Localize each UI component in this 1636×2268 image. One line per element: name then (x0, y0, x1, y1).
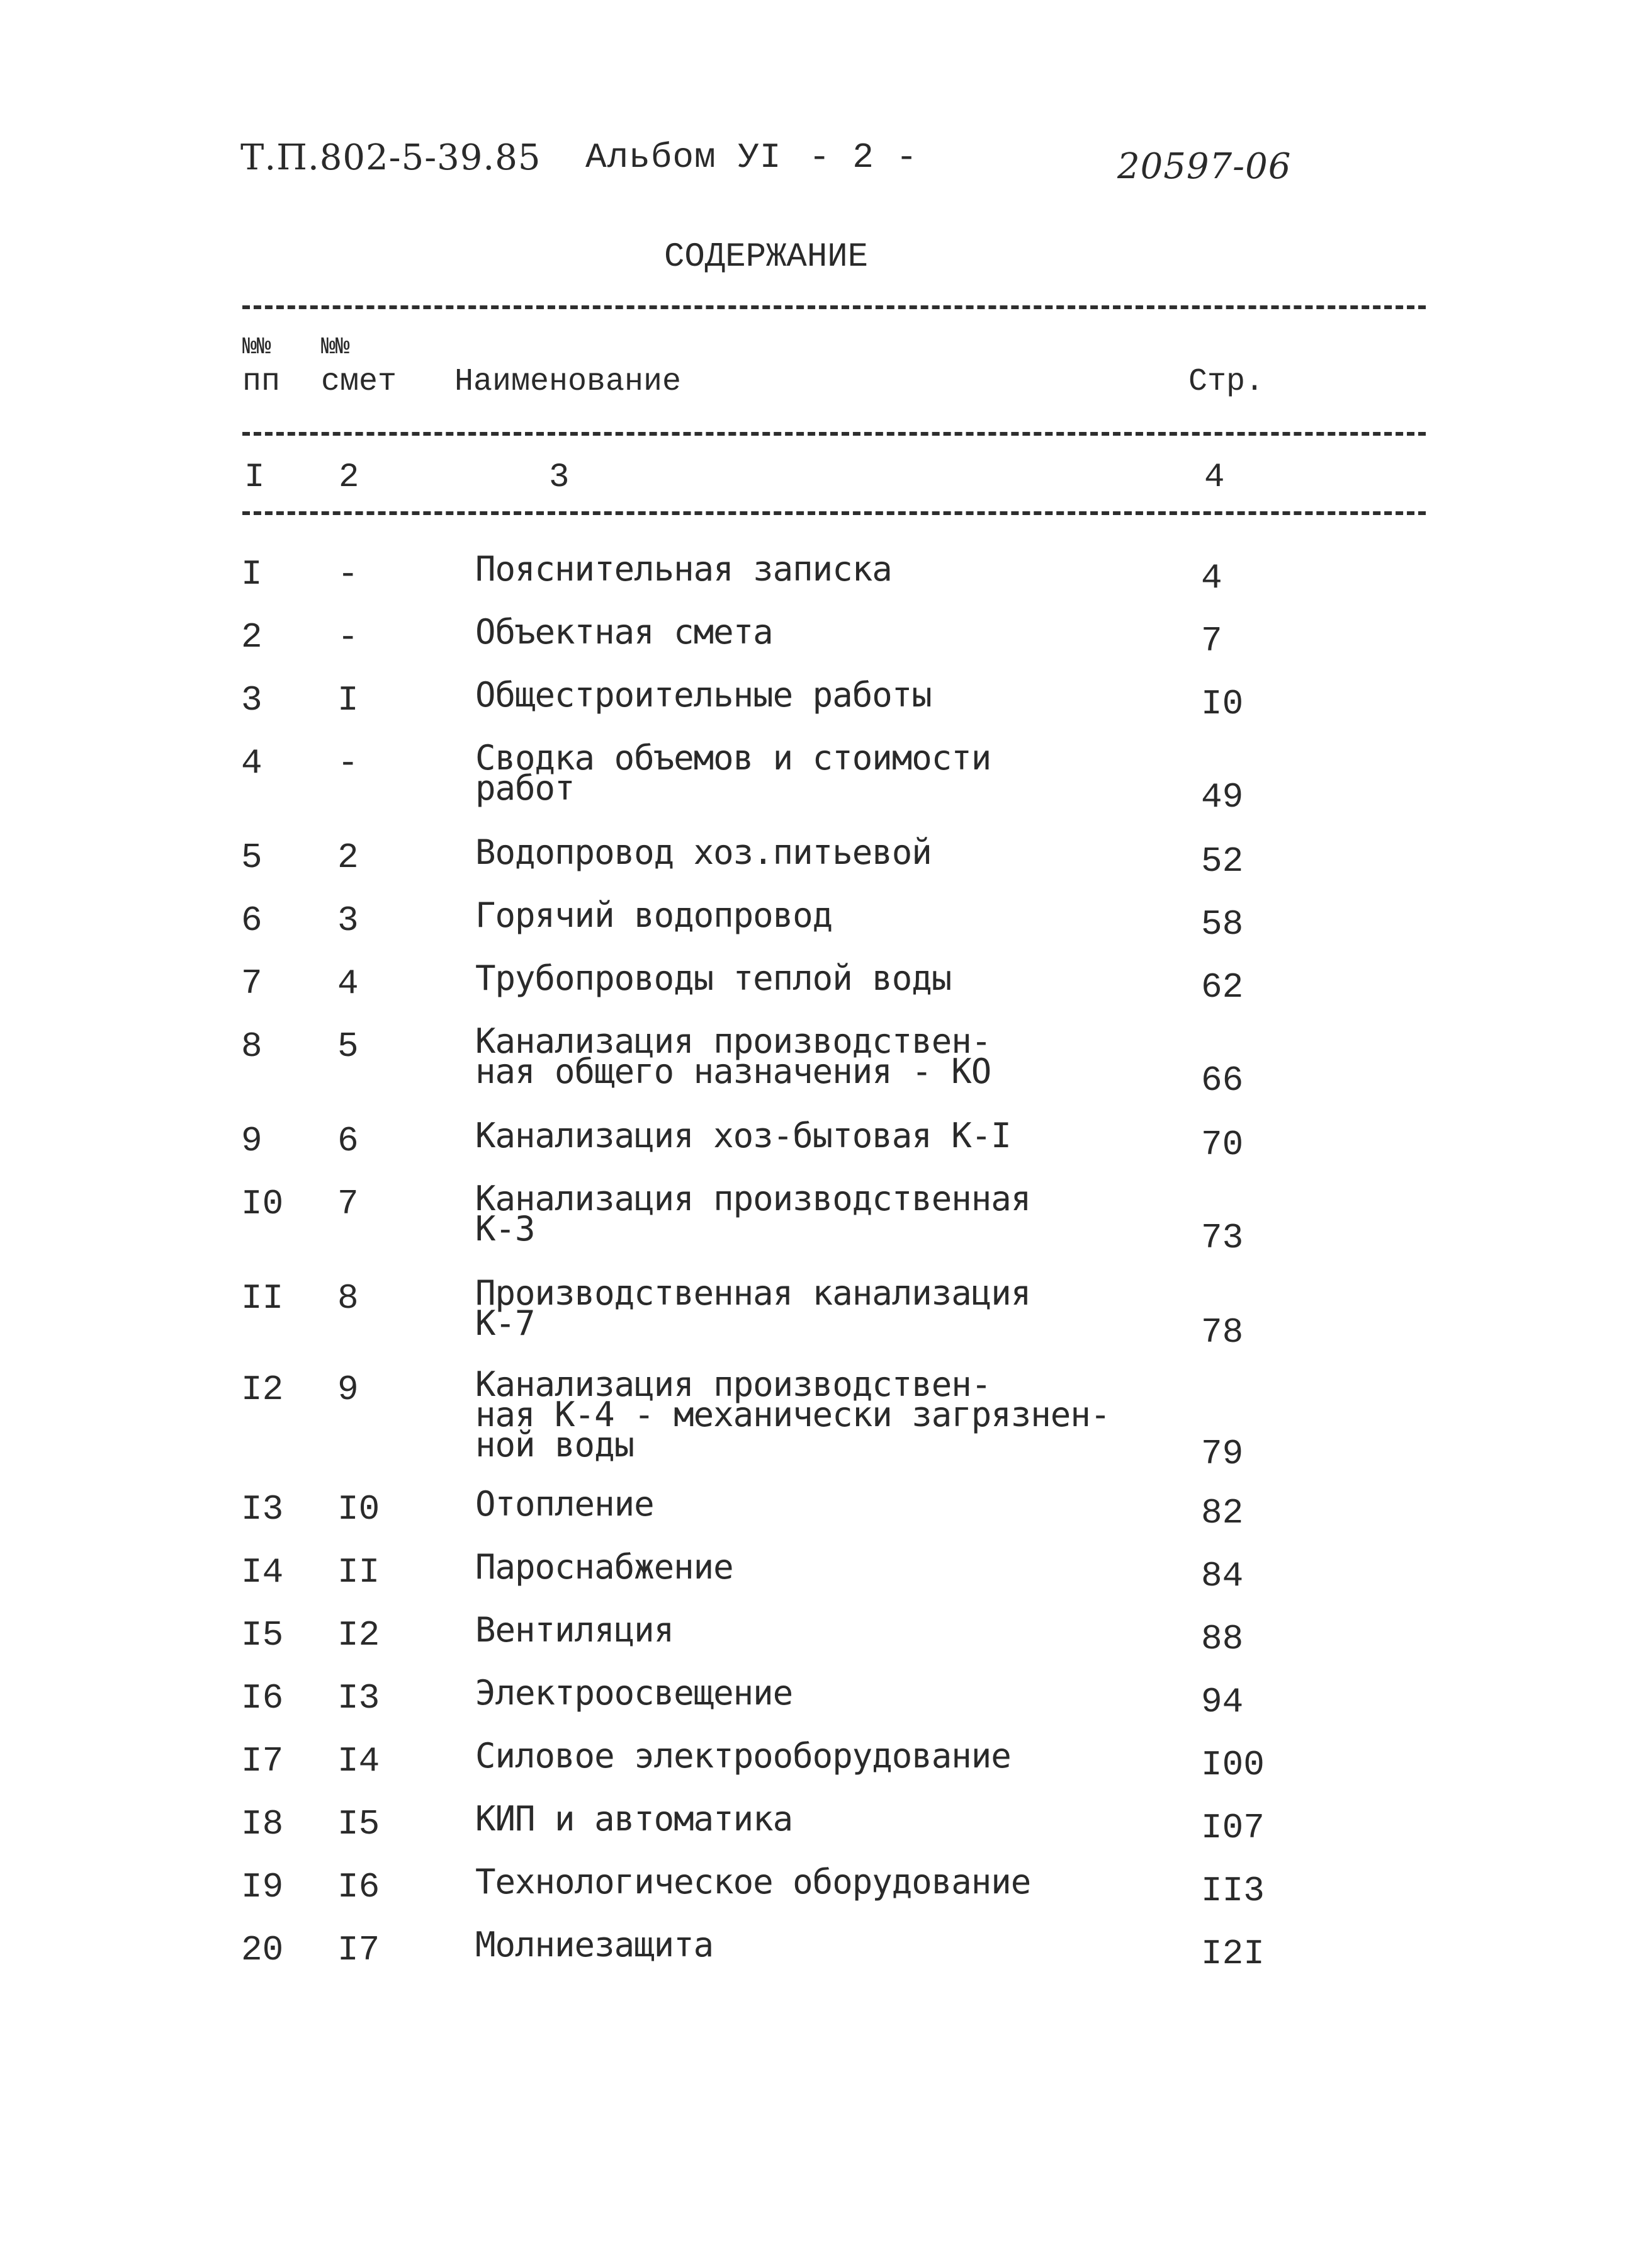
row-page: 62 (1201, 967, 1244, 1007)
row-title: Отопление (475, 1484, 654, 1524)
estimate-number: I0 (337, 1489, 380, 1529)
row-title: Пояснительная записка (475, 549, 892, 589)
document-code: 20597-06 (1117, 146, 1292, 187)
row-page: 88 (1201, 1619, 1244, 1659)
row-number: I6 (241, 1678, 284, 1718)
row-title: Канализация хоз-бытовая К-I (475, 1116, 1011, 1155)
row-number: 8 (241, 1026, 262, 1067)
estimate-number: - (337, 617, 359, 657)
row-number: I2 (241, 1369, 284, 1410)
row-page: I00 (1201, 1745, 1265, 1785)
row-title: КИП и автоматика (475, 1799, 793, 1839)
column-number: 2 (339, 458, 359, 497)
row-page: I2I (1201, 1934, 1265, 1974)
row-page: 58 (1201, 904, 1244, 944)
row-number: 9 (241, 1121, 262, 1161)
document-designation: Т.П.802-5-39.85 (240, 137, 541, 178)
row-page: I07 (1201, 1808, 1265, 1848)
column-header-pp: пп (242, 364, 281, 400)
row-page: 82 (1201, 1493, 1244, 1533)
row-title: Вентиляция (475, 1610, 674, 1650)
estimate-number: I6 (337, 1867, 380, 1907)
row-number: I0 (241, 1184, 284, 1224)
estimate-number: II (337, 1552, 380, 1592)
column-header-smet: смет (321, 364, 397, 400)
column-number: 3 (549, 458, 570, 497)
row-title: Канализация производственная К-3 (475, 1179, 1031, 1249)
album-label: Альбом УI (585, 137, 782, 178)
estimate-number: 4 (337, 963, 359, 1004)
row-page: 52 (1201, 841, 1244, 882)
row-page: 79 (1201, 1434, 1244, 1474)
row-title: Трубопроводы теплой воды (475, 958, 952, 998)
row-title: Технологическое оборудование (475, 1862, 1031, 1902)
row-number: I7 (241, 1741, 284, 1781)
row-number: I4 (241, 1552, 284, 1592)
estimate-number: 5 (337, 1026, 359, 1067)
row-page: II3 (1201, 1871, 1265, 1911)
estimate-number: 6 (337, 1121, 359, 1161)
row-page: 49 (1201, 777, 1244, 817)
row-number: I (241, 554, 262, 594)
row-page: 78 (1201, 1312, 1244, 1352)
row-number: I9 (241, 1867, 284, 1907)
row-number: 7 (241, 963, 262, 1004)
estimate-number: I2 (337, 1615, 380, 1655)
row-title: Сводка объемов и стоимости работ (475, 738, 991, 808)
row-page: 4 (1201, 558, 1222, 598)
estimate-number: - (337, 554, 359, 594)
row-number: 4 (241, 743, 262, 783)
row-number: 2 (241, 617, 262, 657)
row-title: Пароснабжение (475, 1547, 733, 1587)
row-number: I8 (241, 1804, 284, 1844)
estimate-number: I4 (337, 1741, 380, 1781)
row-title: Молниезащита (475, 1925, 714, 1965)
row-title: Производственная канализация К-7 (475, 1273, 1031, 1343)
row-number: I5 (241, 1615, 284, 1655)
estimate-number: - (337, 743, 359, 783)
row-title: Электроосвещение (475, 1673, 793, 1713)
estimate-number: 8 (337, 1278, 359, 1318)
row-page: I0 (1201, 684, 1244, 724)
row-number: II (241, 1278, 284, 1318)
row-title: Объектная смета (475, 612, 773, 652)
column-header-pp-symbol: №№ (242, 334, 271, 361)
estimate-number: 2 (337, 837, 359, 878)
page-title: СОДЕРЖАНИЕ (664, 238, 869, 276)
row-title: Водопровод хоз.питьевой (475, 832, 932, 872)
estimate-number: I3 (337, 1678, 380, 1718)
column-number: 4 (1204, 458, 1225, 497)
estimate-number: 3 (337, 900, 359, 941)
column-header-page: Стр. (1188, 364, 1265, 400)
estimate-number: I7 (337, 1930, 380, 1970)
row-title: Канализация производствен- ная К-4 - механически загрязнен- ной воды (475, 1364, 1110, 1465)
row-title: Канализация производствен- ная общего назначения - КО (475, 1021, 991, 1091)
estimate-number: 7 (337, 1184, 359, 1224)
row-number: I3 (241, 1489, 284, 1529)
row-title: Общестроительные работы (475, 675, 932, 715)
row-page: 73 (1201, 1218, 1244, 1258)
estimate-number: I (337, 680, 359, 720)
row-number: 3 (241, 680, 262, 720)
row-page: 70 (1201, 1125, 1244, 1165)
page-number: - 2 - (809, 137, 918, 178)
row-page: 84 (1201, 1556, 1244, 1596)
estimate-number: I5 (337, 1804, 380, 1844)
row-number: 5 (241, 837, 262, 878)
row-number: 6 (241, 900, 262, 941)
row-page: 7 (1201, 621, 1222, 661)
row-title: Горячий водопровод (475, 895, 833, 935)
row-page: 94 (1201, 1682, 1244, 1722)
column-header-name: Наименование (454, 364, 682, 400)
estimate-number: 9 (337, 1369, 359, 1410)
row-number: 20 (241, 1930, 284, 1970)
row-page: 66 (1201, 1060, 1244, 1101)
column-number: I (244, 458, 265, 497)
column-header-smet-symbol: №№ (321, 334, 350, 361)
row-title: Силовое электрооборудование (475, 1736, 1011, 1776)
